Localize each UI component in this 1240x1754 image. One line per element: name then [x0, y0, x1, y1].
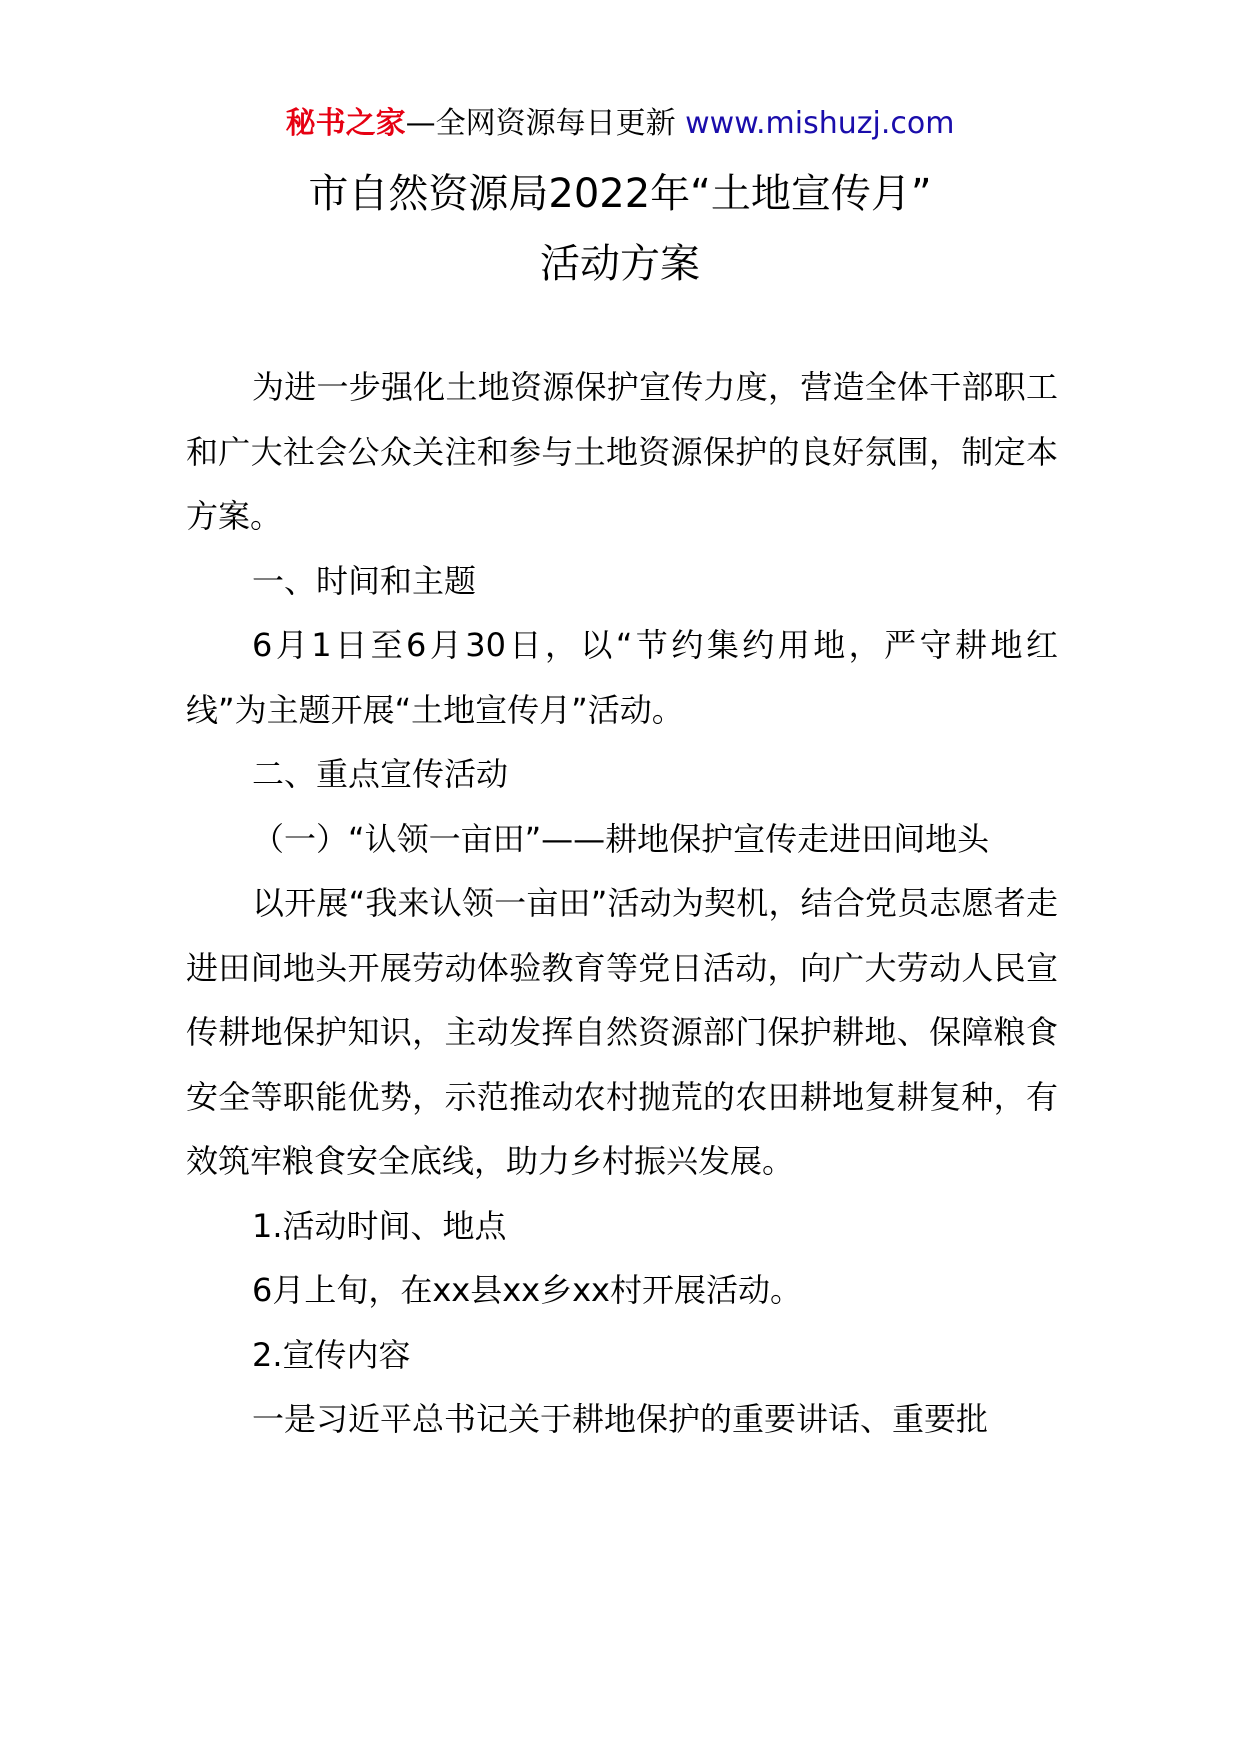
header-tagline: —全网资源每日更新	[405, 106, 686, 141]
document-title-line-1: 市自然资源局2022年“土地宣传月”	[308, 171, 932, 217]
intro-paragraph: 为进一步强化土地资源保护宣传力度，营造全体干部职工和广大社会公众关注和参与土地资源保护的良好氛围，制定本方案。	[186, 368, 1058, 535]
brand-name: 秘书之家	[285, 106, 406, 141]
section-heading-activities: 二、重点宣传活动	[252, 755, 509, 793]
item-heading-time-place: 1.活动时间、地点	[252, 1206, 507, 1245]
content-paragraph: 一是习近平总书记关于耕地保护的重要讲话、重要批	[252, 1400, 989, 1438]
section-heading-time-theme: 一、时间和主题	[252, 561, 477, 600]
site-header	[0, 102, 1240, 146]
document-title-line-2: 活动方案	[540, 241, 700, 287]
subsection-heading-1: （一）“认领一亩田”——耕地保护宣传走进田间地头	[252, 819, 990, 858]
site-url-link[interactable]: www.mishuzj.com	[685, 106, 955, 141]
activity-description-paragraph: 以开展“我来认领一亩田”活动为契机，结合党员志愿者走进田间地头开展劳动体验教育等党日活动，向广大劳动人民宣传耕地保护知识，主动发挥自然资源部门保护耕地、保障粮食安全等职能优势，示范推动农村抛荒的农田耕地复耕复种，有效筑牢粮食安全底线，助力乡村振兴发展。	[186, 884, 1058, 1180]
time-theme-paragraph: 6月1日至6月30日，以“节约集约用地，严守耕地红线”为主题开展“土地宣传月”活动。	[186, 626, 1058, 729]
document-body	[186, 355, 1058, 1452]
time-place-paragraph: 6月上旬，在xx县xx乡xx村开展活动。	[252, 1271, 802, 1309]
item-heading-content: 2.宣传内容	[252, 1335, 411, 1374]
